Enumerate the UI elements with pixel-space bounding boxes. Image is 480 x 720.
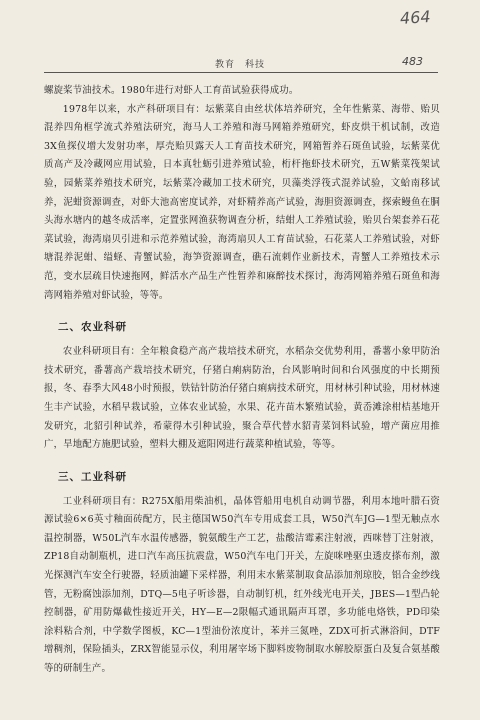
agriculture-research-paragraph: 农业科研项目有：全年粮食稳产高产栽培技术研究，水稻杂交优势利用，番薯小象甲防治技术研究，番薯高产栽培技术研究，仔猪白痢病防治，台风影响时间和台风强度的中长期预报，冬、春季大风48小时预报，铁钴针防治仔猪白痢病技术研究，用材林引种试验，用材林速生丰产试验，水稻早栽试验，立体农业试验，水果、花卉苗木繁殖试验，黄岙滩涂柑桔基地开发研究，北貂引种试养，希蒙得木引种试验，聚合草代替水貂青菜饲料试验，增产菌应用推广，旱地配方施肥试验，塑料大棚及遮阳网进行蔬菜种植试验，等等。 <box>44 346 440 451</box>
intro-line: 螺旋桨节油技术。1980年进行对虾人工育苗试验获得成功。 <box>44 85 299 96</box>
aquatic-research-paragraph: 1978年以来，水产科研项目有：坛紫菜自由丝状体培养研究，全年性紫菜、海带、贻贝混养四角框学流式养殖法研究，海马人工养殖和海马网箱养殖研究，虾皮烘干机试制，改造3X鱼探仪增大发射功率，厚壳贻贝露天人工育苗技术研究，网箱暂养石斑鱼试验，坛紫菜优质高产及冷藏网应用试验，日本真牡蛎引进养殖试验，桁杆拖虾技术研究，五W紫菜筏架试验，园紫菜养殖技术研究，坛紫菜冷藏加工技术研究，贝藻类浮筏式混养试验，文蛤南移试养，泥蚶资源调查，对虾大池高密度试养，对虾精养高产试验，海胆资源调查，探索鳗鱼在胴头海水塘内的越冬成活率，定置张网渔获物调查分析，结蚶人工养殖试验，贻贝台架套养石花菜试验，海湾扇贝引进和示范养殖试验，海湾扇贝人工育苗试验，石花菜人工养殖试验，对虾塘混养泥蚶、缢蛏、青蟹试验，海笋资源调查，礁石流刺作业新技术，青蟹人工养殖技术示范，变水层疏目快速拖网，鲜活水产品生产性暂养和麻醉技术探讨，海湾网箱养殖石斑鱼和海湾网箱养殖对虾试验，等等。 <box>44 103 440 301</box>
header-rule <box>44 72 438 73</box>
section-heading-industry: 三、工业科研 <box>58 470 127 483</box>
industry-research-paragraph: 工业科研项目有：R275X船用柴油机，晶体管船用电机自动调节器，利用本地叶腊石资源试验6×6英寸釉面砖配方，民主德国W50汽车专用成套工具，W50汽车JG—1型无触点水温控制器，W50L汽车水温传感器，貌氨酸生产工艺，盐酸洁霉素注射液，西咪替丁注射液，ZP18自动制瓶机，进口汽车高压抗震盘，W50汽车电门开关，左旋咪唑驱虫透皮搽布剂，激光探测汽车安全行驶器，轻质油罐下采样器，利用末水紫菜制取食品添加剂琼胶，铝合金纱线管，无粉腐蚀添加剂，DTQ—5电子听诊器，自动制钉机，红外线光电开关，JBES—1型凸轮控制器，矿用防爆截性接近开关，HY—E—2限幅式通讯隔声耳罩，多功能电烙铁，PD印染涂料粘合剂，中学数学图板，KC—1型油份浓度计，苯并三氮唑，ZDX可折式淋浴间，DTF增稠剂，保险插头，ZRX智能显示仪，利用屠宰场下脚料废物制取水解胶原蛋白及复合氨基酸等的研制生产。 <box>44 495 440 675</box>
section-heading-agriculture: 二、农业科研 <box>58 321 127 334</box>
body-text <box>44 82 440 679</box>
page-number: 483 <box>402 55 423 68</box>
running-header: 教育 科技 <box>214 60 265 70</box>
handwritten-page-note: 464 <box>399 6 432 29</box>
